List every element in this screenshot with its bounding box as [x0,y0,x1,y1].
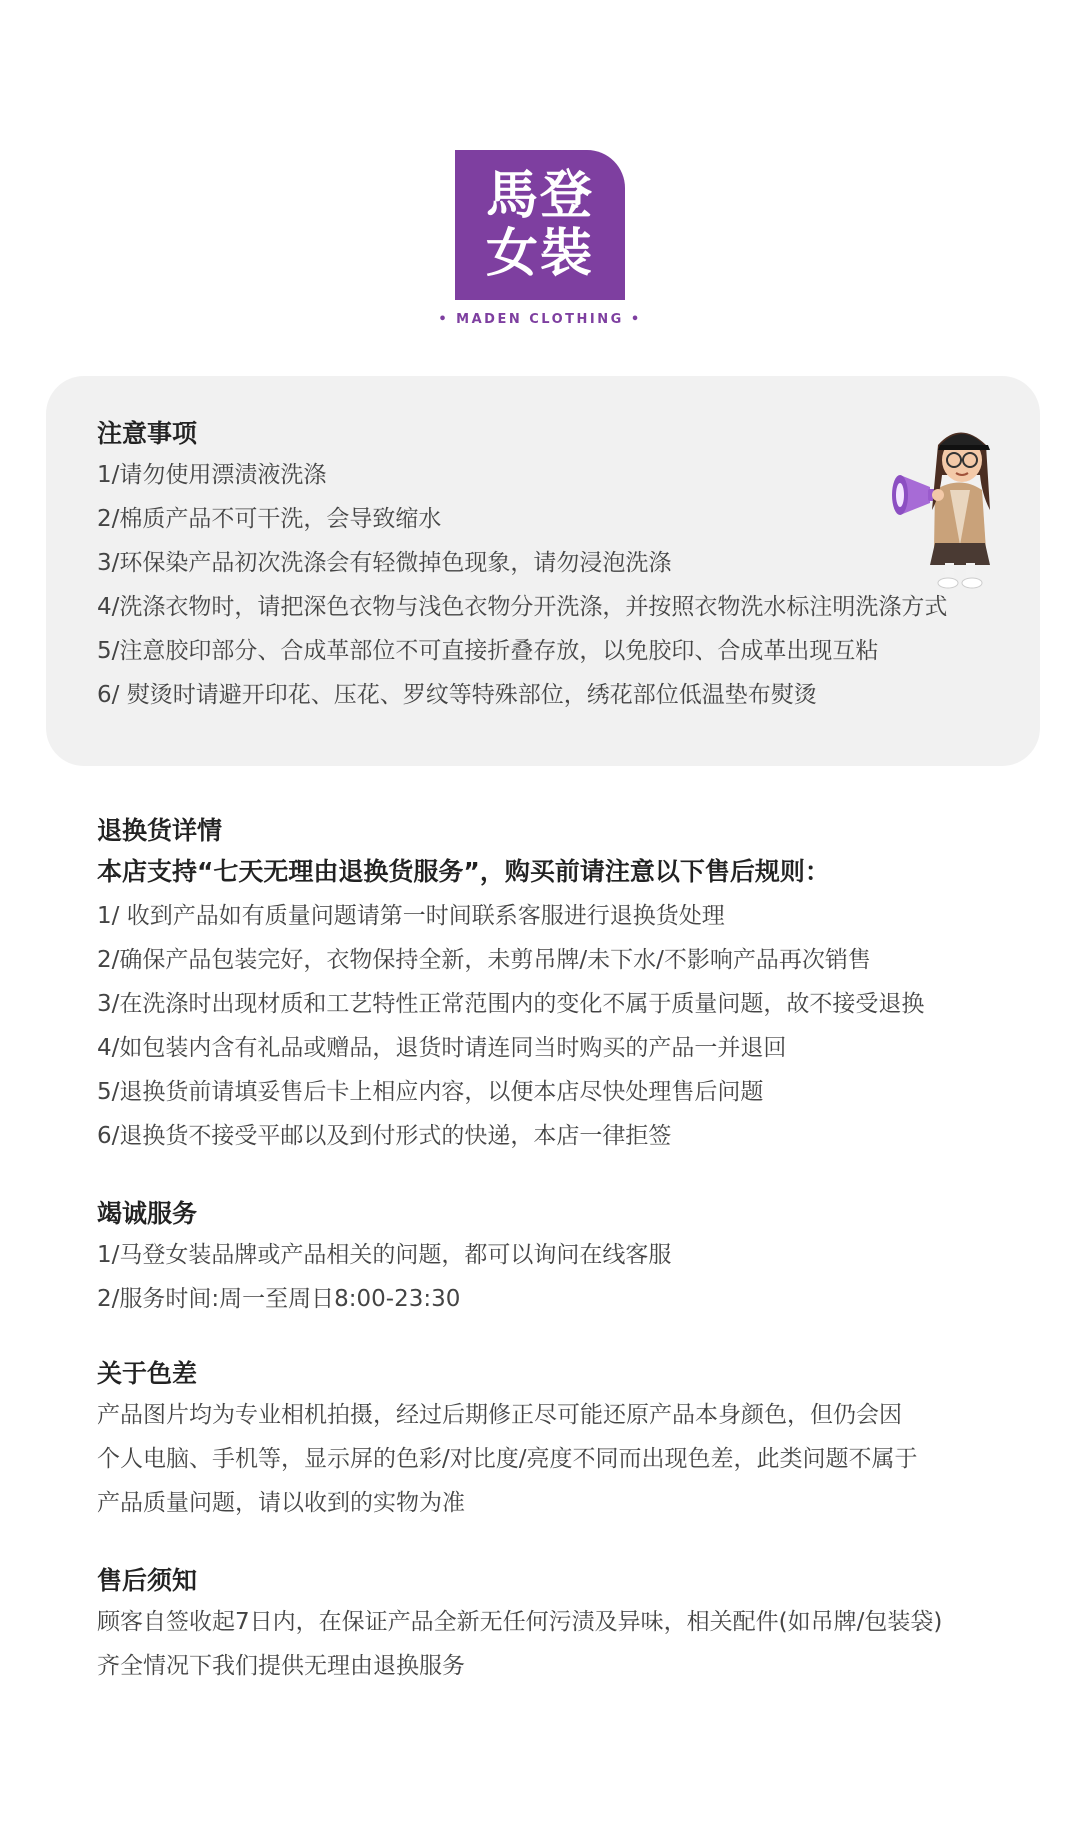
list-item: 6/退换货不接受平邮以及到付形式的快递，本店一律拒签 [97,1123,672,1149]
service-list [97,1233,1017,1321]
list-item: 5/退换货前请填妥售后卡上相应内容，以便本店尽快处理售后问题 [97,1079,764,1105]
care-notes-section [97,415,1017,717]
list-item: 6/ 熨烫时请避开印花、压花、罗纹等特殊部位，绣花部位低温垫布熨烫 [97,682,817,708]
brand-tagline: • MADEN CLOTHING • [438,312,642,327]
after-sales-title: 售后须知 [97,1566,198,1595]
brand-logo [0,150,1080,327]
color-difference-title: 关于色差 [97,1359,198,1388]
list-item: 2/棉质产品不可干洗，会导致缩水 [97,506,442,532]
after-sales-line: 齐全情况下我们提供无理由退换服务 [97,1653,465,1679]
color-difference-section [97,1355,1017,1525]
list-item: 4/如包装内含有礼品或赠品，退货时请连同当时购买的产品一并退回 [97,1035,787,1061]
logo-text-line1: 馬登 [485,166,594,226]
returns-section [97,812,1017,1158]
after-sales-line: 顾客自签收起7日内，在保证产品全新无任何污渍及异味，相关配件(如吊牌/包装袋) [97,1609,943,1635]
returns-title: 退换货详情 [97,816,223,845]
after-sales-section [97,1562,1017,1688]
list-item: 3/环保染产品初次洗涤会有轻微掉色现象，请勿浸泡洗涤 [97,550,672,576]
returns-list [97,894,1017,1158]
care-notes-title: 注意事项 [97,419,198,448]
list-item: 3/在洗涤时出现材质和工艺特性正常范围内的变化不属于质量问题，故不接受退换 [97,991,925,1017]
list-item: 5/注意胶印部分、合成革部位不可直接折叠存放，以免胶印、合成革出现互粘 [97,638,879,664]
list-item: 1/ 收到产品如有质量问题请第一时间联系客服进行退换货处理 [97,903,725,929]
returns-subtitle: 本店支持“七天无理由退换货服务”，购买前请注意以下售后规则： [97,857,830,886]
list-item: 2/服务时间:周一至周日8:00-23:30 [97,1286,461,1312]
list-item: 1/马登女装品牌或产品相关的问题，都可以询问在线客服 [97,1242,672,1268]
color-difference-line: 产品质量问题，请以收到的实物为准 [97,1490,465,1516]
logo-mark [455,150,625,300]
color-difference-line: 产品图片均为专业相机拍摄，经过后期修正尽可能还原产品本身颜色，但仍会因 [97,1402,902,1428]
care-notes-list [97,453,1017,717]
color-difference-line: 个人电脑、手机等，显示屏的色彩/对比度/亮度不同而出现色差，此类问题不属于 [97,1446,918,1472]
service-title: 竭诚服务 [97,1199,198,1228]
service-section [97,1195,1017,1321]
list-item: 4/洗涤衣物时，请把深色衣物与浅色衣物分开洗涤，并按照衣物洗水标注明洗涤方式 [97,594,948,620]
list-item: 1/请勿使用漂渍液洗涤 [97,462,327,488]
logo-text-line2: 女裝 [485,224,594,284]
list-item: 2/确保产品包装完好，衣物保持全新，未剪吊牌/未下水/不影响产品再次销售 [97,947,871,973]
